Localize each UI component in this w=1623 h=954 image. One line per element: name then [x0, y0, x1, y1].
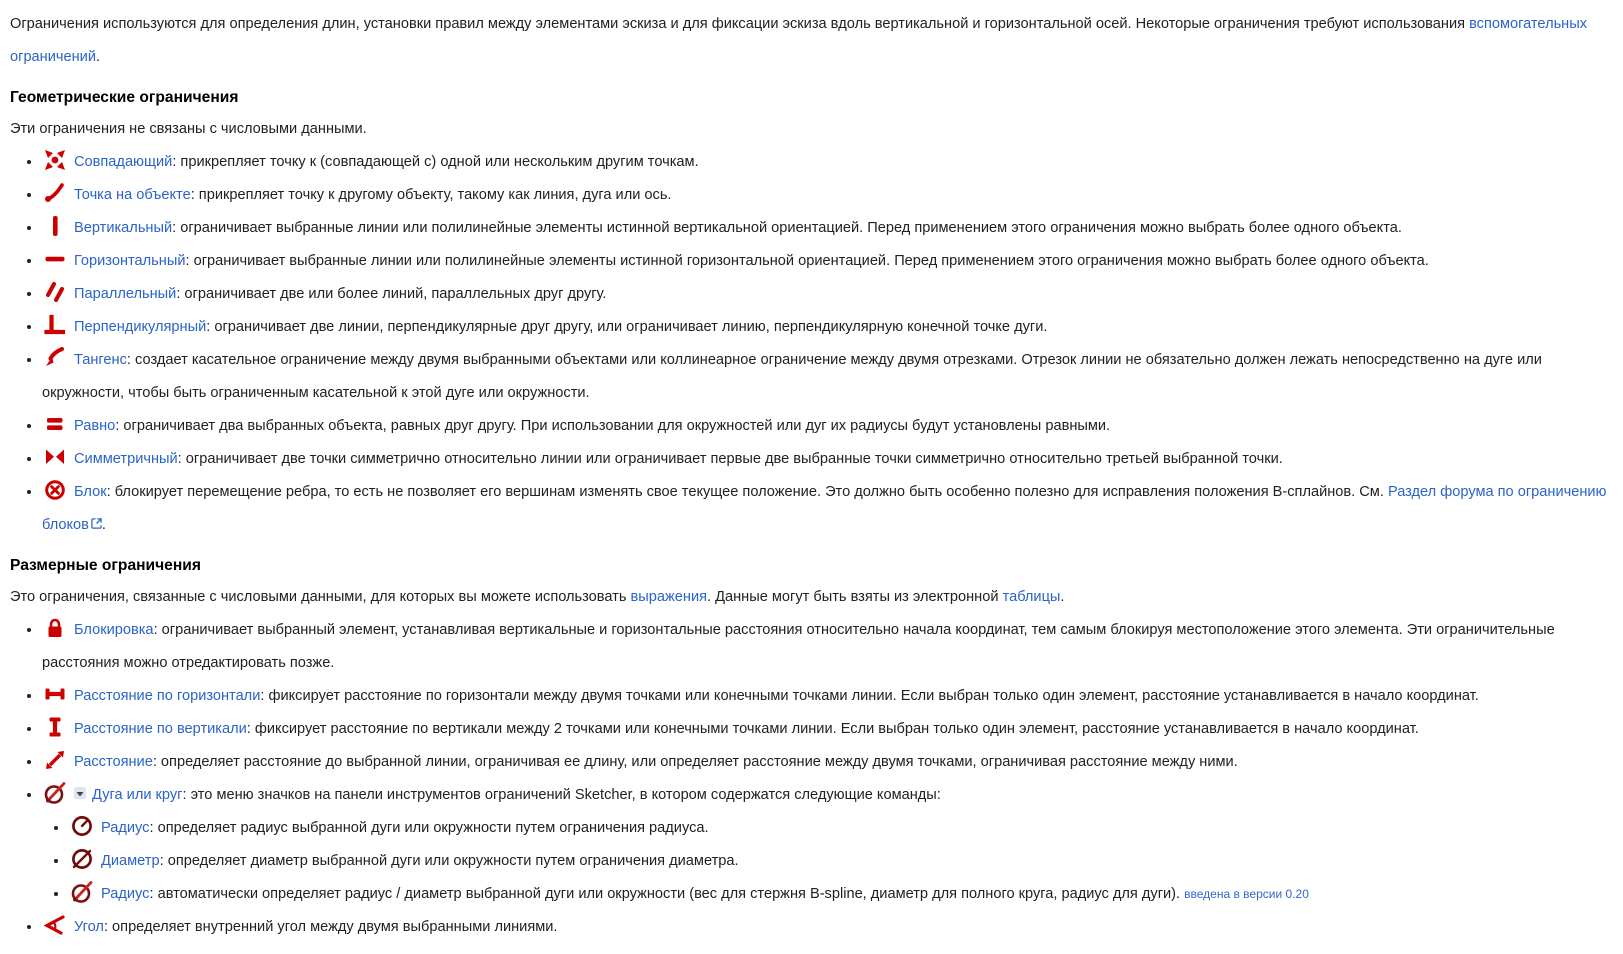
intro-paragraph [10, 8, 1613, 74]
auxiliary-constraints-link[interactable]: вспомогательных ограничений [10, 16, 1588, 65]
diameter-icon[interactable] [70, 847, 94, 871]
forum-link-text[interactable]: Раздел форума по ограничению блоков [42, 484, 1607, 533]
list-item [42, 146, 1613, 179]
auto-radius-icon[interactable] [70, 880, 94, 904]
list-item [42, 746, 1613, 779]
constraint-label-link[interactable]: Блокировка [74, 622, 154, 638]
geometric-constraints-heading: Геометрические ограничения [10, 89, 239, 106]
horizontal-icon[interactable] [43, 247, 67, 271]
distance-icon[interactable] [43, 748, 67, 772]
item-description: : ограничивает две линии, перпендикулярные друг другу, или ограничивает линию, перпендикулярную конечной точке дуги. [206, 319, 1048, 335]
dimensional-constraints-heading: Размерные ограничения [10, 557, 201, 574]
item-description: : ограничивает выбранные линии или полилинейные элементы истинной вертикальной ориентацией. Перед применением этого ограничения можно выбрать более одного объекта. [172, 220, 1402, 236]
point-on-object-icon[interactable] [43, 181, 67, 205]
list-item [69, 845, 1613, 878]
constraint-label-link[interactable]: Симметричный [74, 451, 178, 467]
list-item [42, 443, 1613, 476]
constraint-label-link[interactable]: Горизонтальный [74, 253, 186, 269]
expressions-link[interactable]: выражения [630, 589, 707, 605]
item-description-end: . [101, 517, 106, 533]
item-description: : ограничивает две точки симметрично относительно линии или ограничивает первые две выбранные точки симметрично относительно третьей выбранной точки. [177, 451, 1283, 467]
list-item [69, 812, 1613, 845]
item-description: : определяет радиус выбранной дуги или окружности путем ограничения радиуса. [149, 820, 709, 836]
list-item [42, 614, 1613, 680]
version-note-link[interactable]: введена в версии 0.20 [1184, 887, 1309, 901]
list-item [42, 212, 1613, 245]
list-item [42, 680, 1613, 713]
constraint-label-link[interactable]: Совпадающий [74, 154, 173, 170]
item-description: : фиксирует расстояние по вертикали между 2 точками или конечными точками линии. Если выбран только один элемент, расстояние устанавливается в начало координат. [246, 721, 1419, 737]
constraint-label-link[interactable]: Точка на объекте [74, 187, 191, 203]
list-item [69, 878, 1613, 911]
list-item [42, 779, 1613, 911]
list-item [42, 713, 1613, 746]
lock-icon[interactable] [43, 616, 67, 640]
constraint-label-link[interactable]: Радиус [101, 886, 150, 902]
item-description: : создает касательное ограничение между двумя выбранными объектами или коллинеарное ограничение между двумя отрезками. Отрезок линии не обязательно должен лежать непосредственно на дуге или окружности, чтобы быть ограниченным касательной к этой дуге или окружности. [42, 352, 1542, 401]
constraint-label-link[interactable]: Равно [74, 418, 116, 434]
external-link-icon [91, 518, 102, 529]
intro-text-end: . [95, 49, 101, 65]
item-description: : автоматически определяет радиус / диаметр выбранной дуги или окружности (вес для стержня B-spline, диаметр для полного круга, радиус для дуги). [149, 886, 1185, 902]
arc-circle-submenu-list [42, 812, 1613, 911]
list-item [42, 410, 1613, 443]
radius-icon[interactable] [70, 814, 94, 838]
tangent-icon[interactable] [43, 346, 67, 370]
constraint-label-link[interactable]: Диаметр [101, 853, 160, 869]
horizontal-distance-icon[interactable] [43, 682, 67, 706]
item-description: : определяет внутренний угол между двумя выбранными линиями. [103, 919, 558, 935]
constraint-label-link[interactable]: Дуга или круг [92, 787, 183, 803]
dimensional-intro [10, 581, 1613, 614]
list-item [42, 311, 1613, 344]
vertical-icon[interactable] [43, 214, 67, 238]
constraint-label-link[interactable]: Вертикальный [74, 220, 173, 236]
constraint-label-link[interactable]: Расстояние [74, 754, 153, 770]
spreadsheet-link[interactable]: таблицы [1002, 589, 1061, 605]
dropdown-arrow-icon[interactable] [74, 787, 86, 799]
parallel-icon[interactable] [43, 280, 67, 304]
item-description: : прикрепляет точку к (совпадающей с) одной или нескольким другим точкам. [172, 154, 699, 170]
item-description: : прикрепляет точку к другому объекту, такому как линия, дуга или ось. [190, 187, 672, 203]
perpendicular-icon[interactable] [43, 313, 67, 337]
item-description: : ограничивает две или более линий, параллельных друг другу. [176, 286, 607, 302]
list-item [42, 278, 1613, 311]
list-item [42, 476, 1613, 542]
item-description: : фиксирует расстояние по горизонтали между двумя точками или конечными точками линии. Если выбран только один элемент, расстояние устанавливается в начало координат. [260, 688, 1479, 704]
list-item [42, 911, 1613, 944]
constraint-label-link[interactable]: Угол [74, 919, 104, 935]
list-item [42, 245, 1613, 278]
item-description: : это меню значков на панели инструментов ограничений Sketcher, в котором содержатся следующие команды: [182, 787, 941, 803]
constraint-label-link[interactable]: Параллельный [74, 286, 177, 302]
intro-text: Ограничения используются для определения длин, установки правил между элементами эскиза и для фиксации эскиза вдоль вертикальной и горизонтальной осей. Некоторые ограничения требуют использования [10, 16, 1470, 32]
list-item [42, 179, 1613, 212]
list-item [42, 344, 1613, 410]
item-description: : определяет расстояние до выбранной линии, ограничивая ее длину, или определяет расстояние между двумя точками, ограничивая расстояние между ними. [152, 754, 1238, 770]
vertical-distance-icon[interactable] [43, 715, 67, 739]
angle-icon[interactable] [43, 913, 67, 937]
symmetric-icon[interactable] [43, 445, 67, 469]
item-description: : блокирует перемещение ребра, то есть не позволяет его вершинам изменять свое текущее положение. Это должно быть особенно полезно для исправления положения B-сплайнов. См. [106, 484, 1388, 500]
item-description: : определяет диаметр выбранной дуги или окружности путем ограничения диаметра. [159, 853, 739, 869]
constraint-label-link[interactable]: Расстояние по горизонтали [74, 688, 261, 704]
dimensional-intro-text: Это ограничения, связанные с числовыми данными, для которых вы можете использовать [10, 589, 631, 605]
dimensional-intro-text3: . [1060, 589, 1065, 605]
constraint-label-link[interactable]: Блок [74, 484, 107, 500]
constraint-label-link[interactable]: Перпендикулярный [74, 319, 207, 335]
dimensional-constraint-list [10, 614, 1613, 944]
coincident-icon[interactable] [43, 148, 67, 172]
geometric-subtitle: Эти ограничения не связаны с числовыми данными. [10, 121, 367, 137]
dimensional-intro-text2: . Данные могут быть взяты из электронной [707, 589, 1003, 605]
constraint-label-link[interactable]: Расстояние по вертикали [74, 721, 247, 737]
item-description: : ограничивает выбранный элемент, устанавливая вертикальные и горизонтальные расстояния относительно начала координат, тем самым блокируя местоположение этого элемента. Эти ограничительные расстояния можно отредактировать позже. [42, 622, 1555, 671]
item-description: : ограничивает два выбранных объекта, равных друг другу. При использовании для окружностей или дуг их радиусы будут установлены равными. [115, 418, 1111, 434]
block-icon[interactable] [43, 478, 67, 502]
item-description: : ограничивает выбранные линии или полилинейные элементы истинной горизонтальной ориентацией. Перед применением этого ограничения можно выбрать более одного объекта. [185, 253, 1429, 269]
geometric-constraint-list [10, 146, 1613, 542]
constraint-label-link[interactable]: Радиус [101, 820, 150, 836]
equal-icon[interactable] [43, 412, 67, 436]
constraint-label-link[interactable]: Тангенс [74, 352, 127, 368]
arc-or-circle-icon[interactable] [43, 781, 67, 805]
